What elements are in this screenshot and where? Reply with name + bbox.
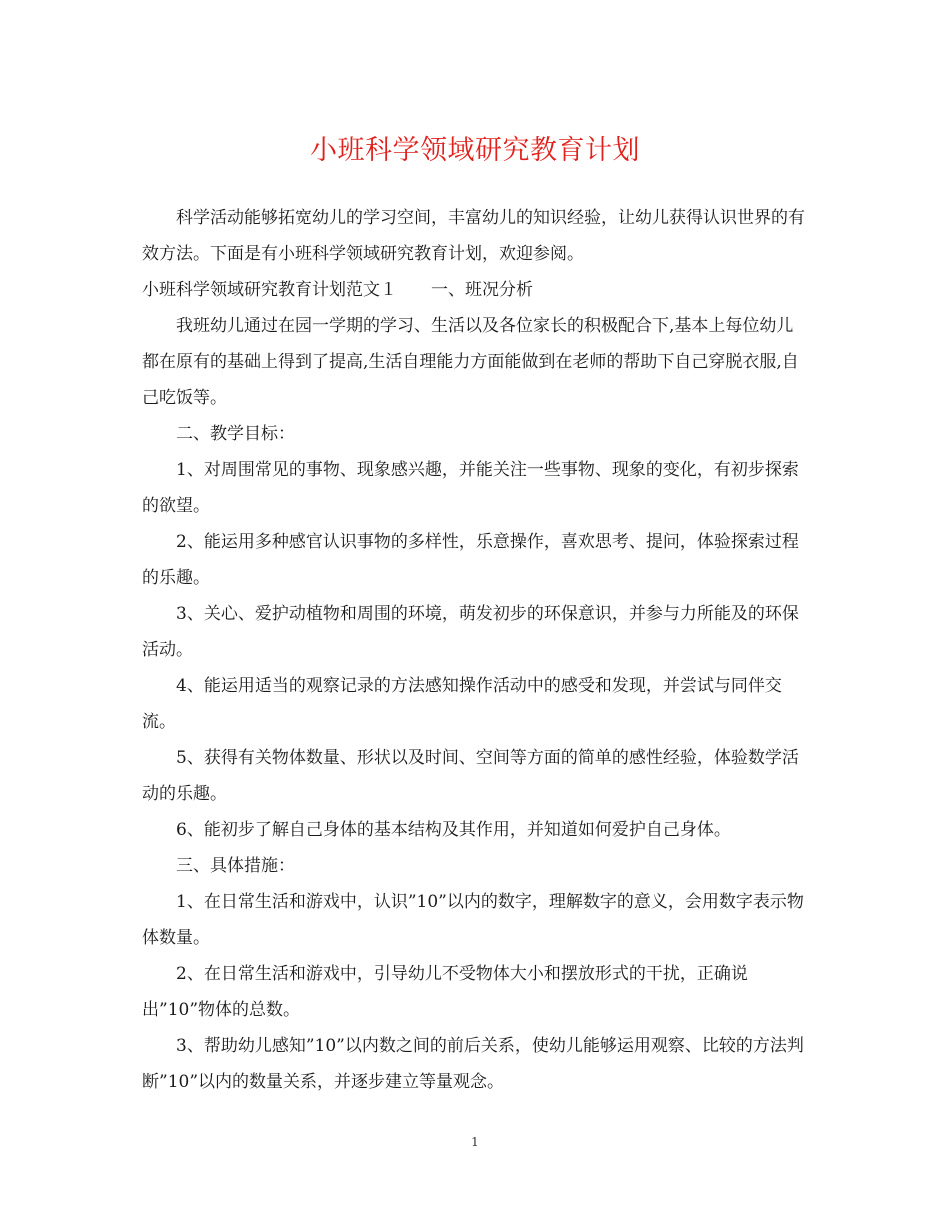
goal-item: 6、能初步了解自己身体的基本结构及其作用，并知道如何爱护自己身体。 bbox=[176, 820, 731, 840]
goal-item: 4、能运用适当的观察记录的方法感知操作活动中的感受和发现，并尝试与同伴交流。 bbox=[142, 676, 782, 732]
measure-item: 2、在日常生活和游戏中，引导幼儿不受物体大小和摆放形式的干扰，正确说出”10”物体的总数。 bbox=[142, 964, 748, 1020]
sample-title: 小班科学领域研究教育计划范文１ bbox=[142, 280, 397, 300]
measure-item: 3、帮助幼儿感知”10”以内数之间的前后关系，使幼儿能够运用观察、比较的方法判断”10”以内的数量关系，并逐步建立等量观念。 bbox=[142, 1036, 804, 1092]
document-body bbox=[142, 200, 810, 1100]
goal-item: 3、关心、爱护动植物和周围的环境，萌发初步的环保意识，并参与力所能及的环保活动。 bbox=[142, 604, 799, 660]
class-analysis-paragraph: 我班幼儿通过在园一学期的学习、生活以及各位家长的积极配合下,基本上每位幼儿都在原有的基础上得到了提高,生活自理能力方面能做到在老师的帮助下自己穿脱衣服,自己吃饭等。 bbox=[142, 316, 799, 408]
section3-heading: 三、具体措施： bbox=[176, 856, 295, 876]
goal-item: 1、对周围常见的事物、现象感兴趣，并能关注一些事物、现象的变化，有初步探索的欲望。 bbox=[142, 460, 799, 516]
section1-heading: 一、班况分析 bbox=[431, 280, 533, 300]
measure-item: 1、在日常生活和游戏中，认识”10”以内的数字，理解数字的意义，会用数字表示物体数量。 bbox=[142, 892, 804, 948]
page-number: 1 bbox=[471, 1135, 479, 1149]
section2-heading: 二、教学目标： bbox=[176, 424, 295, 444]
goal-item: 2、能运用多种感官认识事物的多样性，乐意操作，喜欢思考、提问，体验探索过程的乐趣。 bbox=[142, 532, 799, 588]
goal-item: 5、获得有关物体数量、形状以及时间、空间等方面的简单的感性经验，体验数学活动的乐趣。 bbox=[142, 748, 799, 804]
subtitle-line bbox=[142, 272, 810, 308]
intro-paragraph: 科学活动能够拓宽幼儿的学习空间，丰富幼儿的知识经验，让幼儿获得认识世界的有效方法。下面是有小班科学领域研究教育计划，欢迎参阅。 bbox=[142, 208, 805, 264]
document-title: 小班科学领域研究教育计划 bbox=[310, 135, 640, 166]
